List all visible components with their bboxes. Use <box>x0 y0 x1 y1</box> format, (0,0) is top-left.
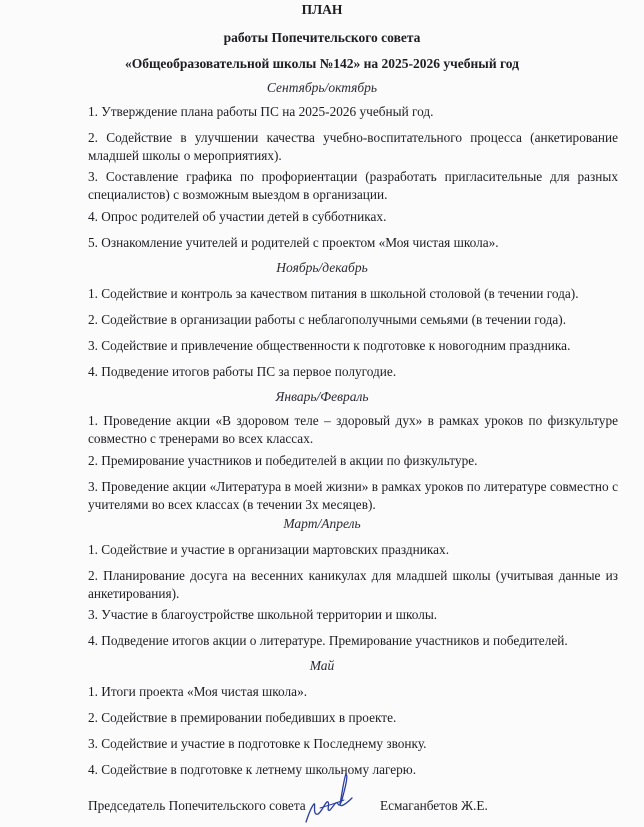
list-item: 3. Составление графика по профориентации (разработать пригласительные для разных специалистов) с возможным выездом в организации. <box>88 169 618 202</box>
section-heading-mar-apr: Март/Апрель <box>283 516 361 531</box>
list-item: 2. Планирование досуга на весенних каникулах для младшей школы (учитывая данные из анкетирования). <box>88 568 618 601</box>
list-item: 2. Премирование участников и победителей в акции по физкультуре. <box>88 453 478 468</box>
list-item: 2. Содействие в улучшении качества учебно-воспитательного процесса (анкетирование младшей школы о мероприятиях). <box>88 130 618 163</box>
list-item: 1. Итоги проекта «Моя чистая школа». <box>88 684 308 699</box>
list-item: 3. Участие в благоустройстве школьной территории и школы. <box>88 607 438 622</box>
handwritten-signature-icon <box>300 770 360 825</box>
document-subtitle: работы Попечительского совета <box>223 30 421 45</box>
document-subtitle-school: «Общеобразовательной школы №142» на 2025-2026 учебный год <box>125 56 519 71</box>
list-item: 3. Проведение акции «Литература в моей жизни» в рамках уроков по литературе совместно с учителями во всех классах (в течении 3х месяцев). <box>88 479 618 512</box>
list-item: 1. Утверждение плана работы ПС на 2025-2026 учебный год. <box>88 104 434 119</box>
signature-name: Есмаганбетов Ж.Е. <box>380 798 488 813</box>
document-title: ПЛАН <box>301 2 343 17</box>
list-item: 2. Содействие в организации работы с неблагополучными семьями (в течении года). <box>88 312 567 327</box>
list-item: 3. Содействие и привлечение общественности к подготовке к новогодним праздника. <box>88 338 571 353</box>
list-item: 4. Подведение итогов акции о литературе. Премирование участников и победителей. <box>88 633 568 648</box>
list-item: 1. Содействие и участие в организации мартовских праздниках. <box>88 542 450 557</box>
list-item: 3. Содействие и участие в подготовке к Последнему звонку. <box>88 736 427 751</box>
section-heading-sep-oct: Сентябрь/октябрь <box>266 80 378 95</box>
section-heading-nov-dec: Ноябрь/декабрь <box>276 260 368 275</box>
list-item: 4. Подведение итогов работы ПС за первое полугодие. <box>88 364 397 379</box>
list-item: 2. Содействие в премировании победивших в проекте. <box>88 710 397 725</box>
list-item: 5. Ознакомление учителей и родителей с проектом «Моя чистая школа». <box>88 235 499 250</box>
signature-position: Председатель Попечительского совета <box>88 798 306 813</box>
section-heading-may: Май <box>309 658 335 673</box>
list-item: 1. Проведение акции «В здоровом теле – здоровый дух» в рамках уроков по физкультуре совместно с тренерами во всех классах. <box>88 413 618 446</box>
list-item: 4. Содействие в подготовке к летнему школьному лагерю. <box>88 762 417 777</box>
list-item: 1. Содействие и контроль за качеством питания в школьной столовой (в течении года). <box>88 286 579 301</box>
signature-stroke <box>306 774 352 822</box>
list-item: 4. Опрос родителей об участии детей в субботниках. <box>88 209 387 224</box>
section-heading-jan-feb: Январь/Февраль <box>275 389 369 404</box>
